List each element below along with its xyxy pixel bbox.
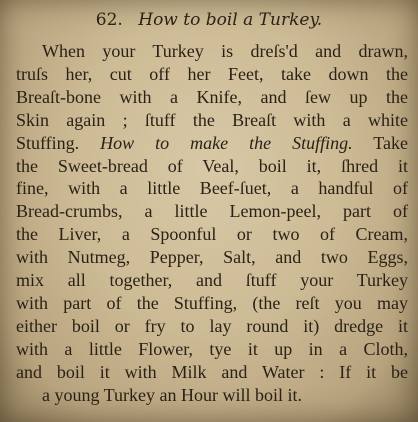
- recipe-line: mix all together, and ſtuff your Turkey: [16, 270, 408, 291]
- recipe-line: [16, 132, 408, 155]
- recipe-title: How to boil a Turkey.: [138, 10, 323, 30]
- recipe-line-part: Take: [352, 132, 408, 153]
- recipe-line: the Sweet-bread of Veal, boil it, ſhred it: [16, 155, 408, 176]
- recipe-body: [16, 40, 408, 407]
- recipe-line: either boil or fry to lay round it) dredge it: [16, 315, 408, 336]
- recipe-line: When your Turkey is dreſs'd and drawn,: [42, 41, 408, 61]
- recipe-line: truſs her, cut off her Feet, take down the: [16, 63, 408, 84]
- recipe-number: 62.: [95, 10, 123, 30]
- recipe-line: Bread-crumbs, a little Lemon-peel, part of: [16, 201, 408, 222]
- recipe-line: a young Turkey an Hour will boil it.: [42, 384, 302, 405]
- recipe-line: Breaſt-bone with a Knife, and ſew up the: [16, 86, 408, 107]
- recipe-line: with Nutmeg, Pepper, Salt, and two Eggs,: [16, 247, 408, 268]
- recipe-line: fine, with a little Beef-ſuet, a handful of: [16, 178, 408, 199]
- recipe-line: the Liver, a Spoonful or two of Cream,: [16, 224, 408, 245]
- recipe-line-part: Stuffing.: [16, 132, 101, 153]
- recipe-line: and boil it with Milk and Water : If it be: [16, 361, 408, 382]
- recipe-heading: [0, 10, 418, 30]
- stuffing-subheading: How to make the Stuffing.: [100, 132, 353, 153]
- recipe-line: with part of the Stuffing, (the reſt you may: [16, 292, 408, 313]
- recipe-line: with a little Flower, tye it up in a Cloth,: [16, 338, 408, 359]
- recipe-line: Skin again ; ſtuff the Breaſt with a white: [16, 109, 408, 130]
